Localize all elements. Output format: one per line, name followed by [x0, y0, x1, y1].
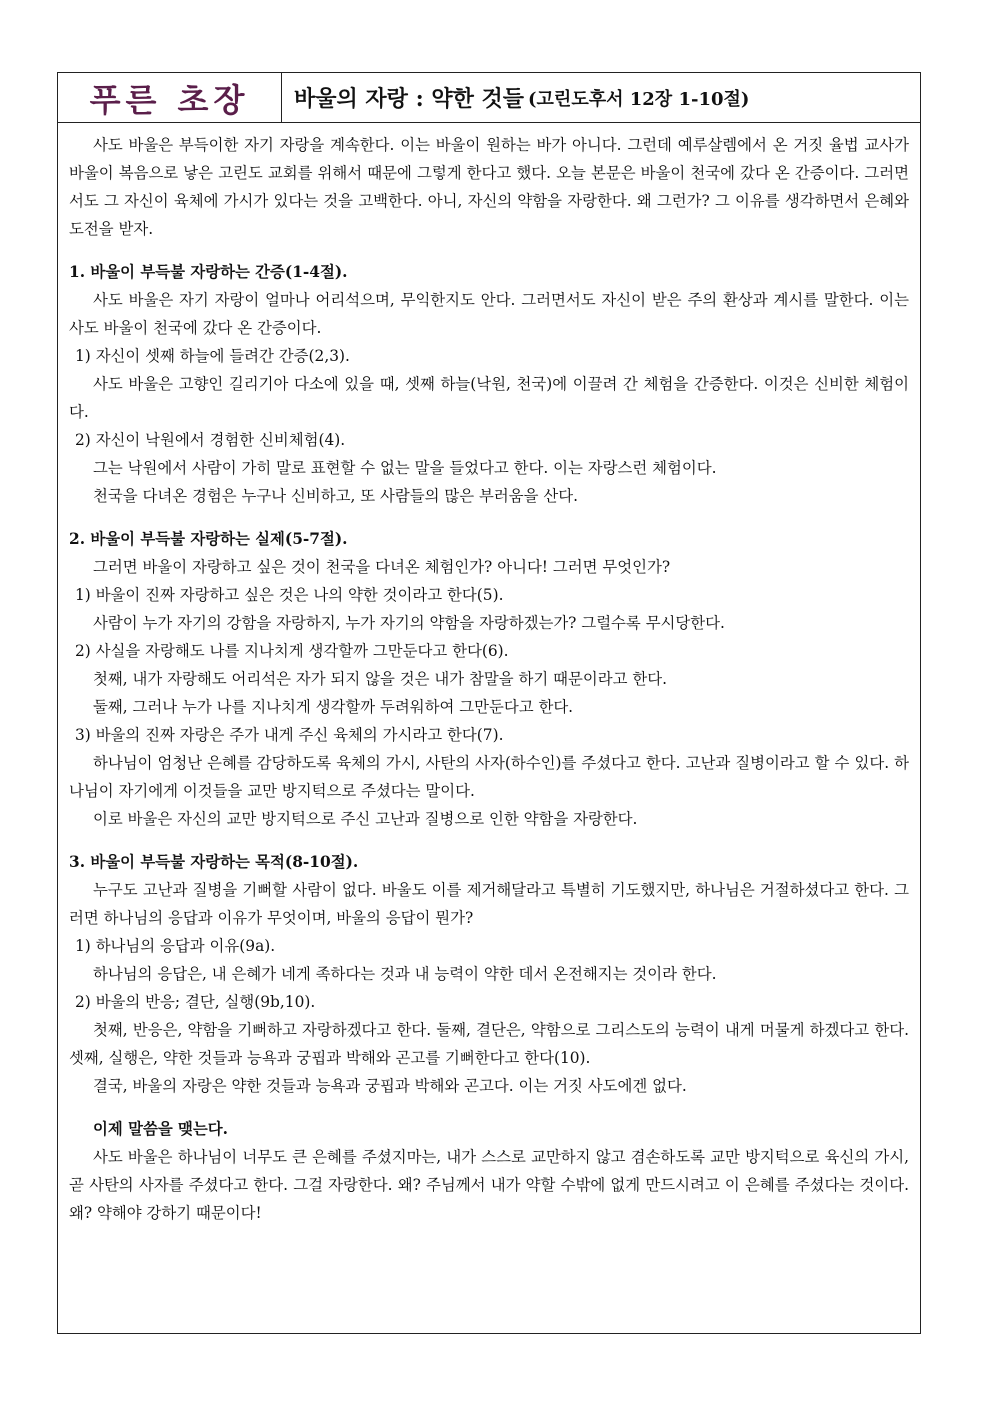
intro-paragraph: 사도 바울은 부득이한 자기 자랑을 계속한다. 이는 바울이 원하는 바가 아니다. 그런데 예루살렘에서 온 거짓 율법 교사가 바울이 복음으로 낳은 고린도 교회를 위해서 때문에 그렇게 한다고 했다. 오늘 본문은 바울이 천국에 갔다 온 간증이다. 그러면서도 그 자신이 육체에 가시가 있다는 것을 고백한다. 아니, 자신의 약함을 자랑한다. 왜 그런가? 그 이유를 생각하면서 은혜와 도전을 받자.	[69, 136, 909, 238]
section-2-sub-3-text-2: 이로 바울은 자신의 교만 방지턱으로 주신 고난과 질병으로 인한 약함을 자랑한다.	[93, 810, 638, 828]
section-2-sub-3-text-1: 하나님이 엄청난 은혜를 감당하도록 육체의 가시, 사탄의 사자(하수인)를 주셨다고 한다. 고난과 질병이라고 할 수 있다. 하나님이 자기에게 이것들을 교만 방지턱으로 주셨다는 말이다.	[69, 754, 909, 800]
conclusion-paragraph: 사도 바울은 하나님이 너무도 큰 은혜를 주셨지마는, 내가 스스로 교만하지 않고 겸손하도록 교만 방지턱으로 육신의 가시, 곧 사탄의 사자를 주셨다고 한다. 그걸 자랑한다. 왜? 주님께서 내가 약할 수밖에 없게 만드시려고 이 은혜를 주셨다는 것이다. 왜? 약해야 강하기 때문이다!	[69, 1148, 909, 1222]
section-1-sub-2: 2) 자신이 낙원에서 경험한 신비체험(4).	[75, 431, 346, 449]
section-3-sub-1: 1) 하나님의 응답과 이유(9a).	[75, 937, 276, 955]
brand-title: 푸른 초장	[89, 80, 250, 119]
sermon-body	[69, 131, 909, 1329]
section-1-sub-2-text-1: 그는 낙원에서 사람이 가히 말로 표현할 수 없는 말을 들었다고 한다. 이는 자랑스런 체험이다.	[93, 459, 717, 477]
section-2-sub-1-text: 사람이 누가 자기의 강함을 자랑하지, 누가 자기의 약함을 자랑하겠는가? 그럴수록 무시당한다.	[93, 614, 725, 632]
section-2-sub-1: 1) 바울이 진짜 자랑하고 싶은 것은 나의 약한 것이라고 한다(5).	[75, 586, 504, 604]
brand-box	[58, 73, 282, 122]
section-2-sub-2-text-1: 첫째, 내가 자랑해도 어리석은 자가 되지 않을 것은 내가 참말을 하기 때문이라고 한다.	[93, 670, 667, 688]
section-2-sub-3: 3) 바울의 진짜 자랑은 주가 내게 주신 육체의 가시라고 한다(7).	[75, 726, 504, 744]
section-3-sub-2: 2) 바울의 반응; 결단, 실행(9b,10).	[75, 993, 316, 1011]
section-3-sub-2-text-2: 결국, 바울의 자랑은 약한 것들과 능욕과 궁핍과 박해와 곤고다. 이는 거짓 사도에겐 없다.	[93, 1077, 687, 1095]
section-1-sub-2-text-2: 천국을 다녀온 경험은 누구나 신비하고, 또 사람들의 많은 부러움을 산다.	[93, 487, 578, 505]
conclusion-heading: 이제 말씀을 맺는다.	[93, 1120, 229, 1138]
section-2-heading: 2. 바울이 부득불 자랑하는 실제(5-7절).	[69, 530, 348, 548]
title-box	[294, 73, 749, 122]
section-1-sub-1-text: 사도 바울은 고향인 길리기아 다소에 있을 때, 셋째 하늘(낙원, 천국)에 이끌려 간 체험을 간증한다. 이것은 신비한 체험이다.	[69, 375, 909, 421]
section-2-paragraph: 그러면 바울이 자랑하고 싶은 것이 천국을 다녀온 체험인가? 아니다! 그러면 무엇인가?	[93, 558, 671, 576]
section-2-sub-2-text-2: 둘째, 그러나 누가 나를 지나치게 생각할까 두려워하여 그만둔다고 한다.	[93, 698, 574, 716]
section-3-heading: 3. 바울이 부득불 자랑하는 목적(8-10절).	[69, 853, 359, 871]
document-frame	[57, 72, 921, 1334]
header	[58, 73, 920, 123]
section-3-paragraph: 누구도 고난과 질병을 기뻐할 사람이 없다. 바울도 이를 제거해달라고 특별히 기도했지만, 하나님은 거절하셨다고 한다. 그러면 하나님의 응답과 이유가 무엇이며, 바울의 응답이 뭔가?	[69, 881, 909, 927]
scripture-reference: (고린도후서 12장 1-10절)	[528, 88, 750, 110]
section-2-sub-2: 2) 사실을 자랑해도 나를 지나치게 생각할까 그만둔다고 한다(6).	[75, 642, 509, 660]
section-1-sub-1: 1) 자신이 셋째 하늘에 들려간 간증(2,3).	[75, 347, 350, 365]
sermon-title: 바울의 자랑 : 약한 것들	[294, 86, 525, 112]
section-1-paragraph: 사도 바울은 자기 자랑이 얼마나 어리석으며, 무익한지도 안다. 그러면서도 자신이 받은 주의 환상과 계시를 말한다. 이는 사도 바울이 천국에 갔다 온 간증이다.	[69, 291, 909, 337]
section-3-sub-1-text: 하나님의 응답은, 내 은혜가 네게 족하다는 것과 내 능력이 약한 데서 온전해지는 것이라 한다.	[93, 965, 717, 983]
section-1-heading: 1. 바울이 부득불 자랑하는 간증(1-4절).	[69, 263, 348, 281]
section-3-sub-2-text-1: 첫째, 반응은, 약함을 기뻐하고 자랑하겠다고 한다. 둘째, 결단은, 약함으로 그리스도의 능력이 내게 머물게 하겠다고 한다. 셋째, 실행은, 약한 것들과 능욕과 궁핍과 박해와 곤고를 기뻐한다고 한다(10).	[69, 1021, 909, 1067]
